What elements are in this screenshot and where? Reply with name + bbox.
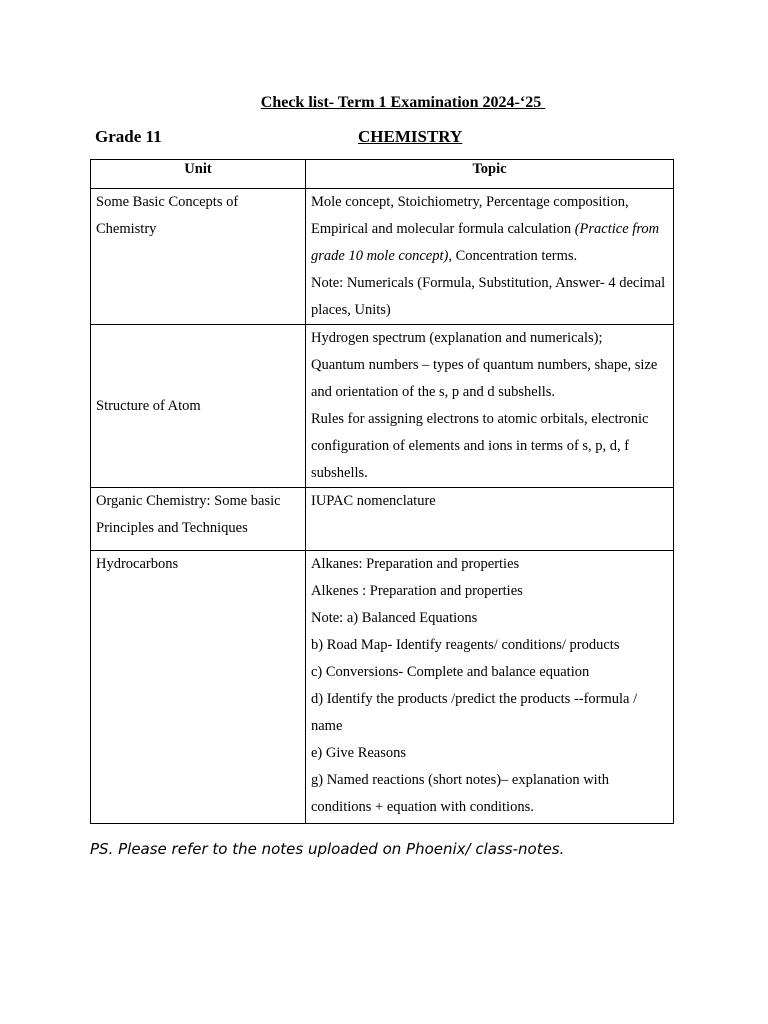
topic-line: e) Give Reasons: [311, 745, 407, 761]
topic-text: , Concentration terms.: [448, 248, 578, 264]
document-title: Check list- Term 1 Examination 2024-‘25: [260, 94, 546, 111]
topic-line: b) Road Map- Identify reagents/ conditions/ products: [311, 637, 620, 653]
unit-cell: Some Basic Concepts of Chemistry: [91, 189, 306, 325]
topic-cell: [306, 551, 674, 824]
unit-cell: Structure of Atom: [91, 325, 306, 488]
topic-line: Note: a) Balanced Equations: [311, 610, 478, 626]
grade-label: Grade 11: [95, 127, 162, 146]
topic-cell: [306, 488, 674, 551]
topic-line: d) Identify the products /predict the products --formula / name: [311, 691, 638, 734]
topic-note: Note: Numericals (Formula, Substitution, Answer- 4 decimal places, Units): [311, 275, 666, 318]
table-row: [91, 325, 674, 488]
column-header-unit: Unit: [91, 160, 306, 189]
topic-line: Alkanes: Preparation and properties: [311, 556, 520, 572]
topic-line: Rules for assigning electrons to atomic orbitals, electronic configuration of elements and ions in terms of s, p, d, f subshells.: [311, 411, 649, 481]
topic-cell: [306, 325, 674, 488]
topic-cell: [306, 189, 674, 325]
topic-line: Alkenes : Preparation and properties: [311, 583, 523, 599]
table-row: [91, 488, 674, 551]
topic-line: g) Named reactions (short notes)– explanation with conditions + equation with conditions.: [311, 772, 609, 815]
table-row: [91, 189, 674, 325]
subject-heading: CHEMISTRY: [358, 127, 463, 146]
unit-cell: Organic Chemistry: Some basic Principles and Techniques: [91, 488, 306, 551]
checklist-table: [90, 159, 674, 824]
topic-line: Hydrogen spectrum (explanation and numericals);: [311, 330, 603, 346]
column-header-topic: Topic: [306, 160, 674, 189]
table-row: [91, 551, 674, 824]
table-header-row: [91, 160, 674, 189]
topic-line: IUPAC nomenclature: [311, 493, 436, 509]
topic-paragraph: [311, 189, 668, 270]
unit-cell: Hydrocarbons: [91, 551, 306, 824]
topic-italic-note: (Practice from grade 10 mole concept): [311, 221, 660, 264]
footer-note: PS. Please refer to the notes uploaded on Phoenix/ class-notes.: [90, 840, 565, 858]
topic-line: c) Conversions- Complete and balance equation: [311, 664, 590, 680]
topic-line: Quantum numbers – types of quantum numbers, shape, size and orientation of the s, p and d subshells.: [311, 357, 658, 400]
topic-text: Mole concept, Stoichiometry, Percentage composition, Empirical and molecular formula calculation: [311, 194, 629, 237]
